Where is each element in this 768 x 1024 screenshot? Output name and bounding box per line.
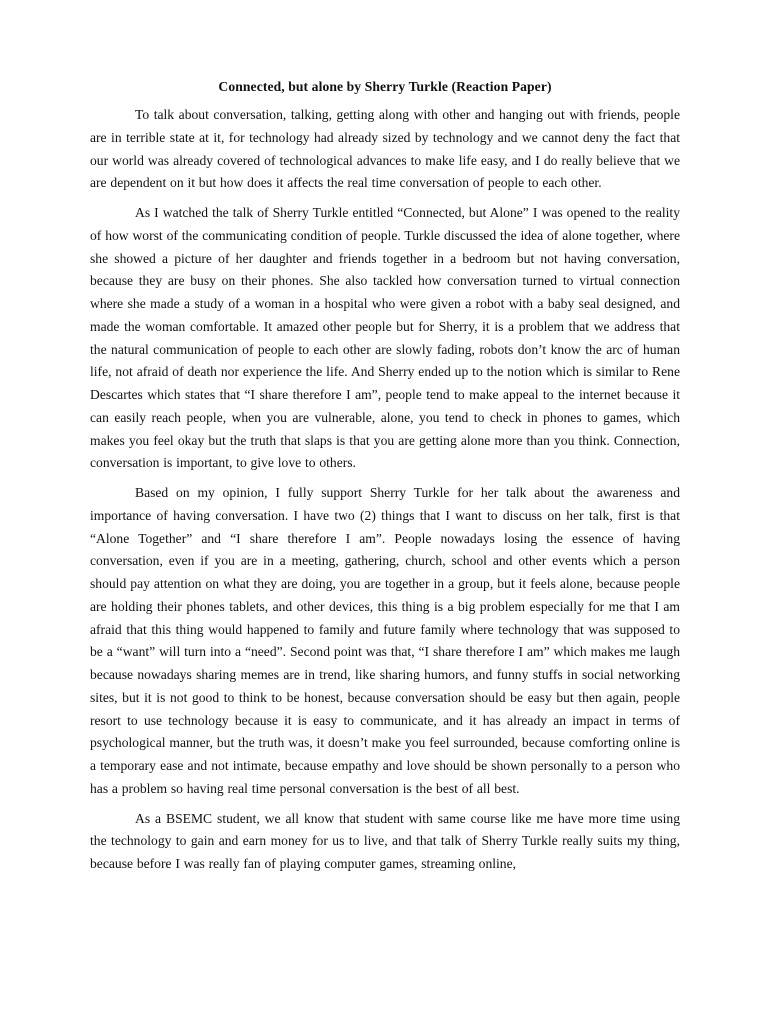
paragraph-opinion: Based on my opinion, I fully support Sherry Turkle for her talk about the awareness and importance of having conversation. I have two (2) things that I want to discuss on her talk, first is that “Alone Together” and “I share therefore I am”. People nowadays losing the essence of having conversation, even if you are in a meeting, gathering, church, school and other events which a person should pay attention on what they are doing, you are together in a group, but it feels alone, because people are holding their phones tablets, and other devices, this thing is a big problem especially for me that I am afraid that this thing would happened to family and future family where technology that was supposed to be a “want” will turn into a “need”. Second point was that, “I share therefore I am” which makes me laugh because nowadays sharing memes are in trend, like sharing humors, and funny stuffs in social networking sites, but it is not good to think to be honest, because conversation should be easy but then again, people resort to use technology because it is easy to communicate, and it has already an impact in terms of psychological manner, but the truth was, it doesn’t make you feel surrounded, because comforting online is a temporary ease and not intimate, because empathy and love should be shown personally to a person who has a problem so having real time personal conversation is the best of all best.: [90, 485, 680, 796]
paragraph-talk-summary: As I watched the talk of Sherry Turkle entitled “Connected, but Alone” I was opened to the reality of how worst of the communicating condition of people. Turkle discussed the idea of alone together, where she showed a picture of her daughter and friends together in a bedroom but not having conversation, because they are busy on their phones. She also tackled how conversation turned to virtual connection where she made a study of a woman in a hospital who were given a robot with a baby seal designed, and made the woman comfortable. It amazed other people but for Sherry, it is a problem that we address that the natural communication of people to each other are slowly fading, robots don’t know the arc of human life, not afraid of death nor experience the life. And Sherry ended up to the notion which is similar to Rene Descartes which states that “I share therefore I am”, people tend to make appeal to the internet because it can easily reach people, when you are vulnerable, alone, you tend to check in phones to games, which makes you feel okay but the truth that slaps is that you are getting alone more than you think. Connection, conversation is important, to give love to others.: [90, 205, 680, 471]
paragraph-bsemc-student: As a BSEMC student, we all know that student with same course like me have more time using the technology to gain and earn money for us to live, and that talk of Sherry Turkle really suits my thing, because before I was really fan of playing computer games, streaming online,: [90, 810, 680, 871]
document-title: Connected, but alone by Sherry Turkle (Reaction Paper): [218, 79, 552, 94]
paragraph-intro: To talk about conversation, talking, getting along with other and hanging out with friends, people are in terrible state at it, for technology had already sized by technology and we cannot deny the fact that our world was already covered of technological advances to make life easy, and I do really believe that we are dependent on it but how does it affects the real time conversation of people to each other.: [90, 107, 680, 191]
